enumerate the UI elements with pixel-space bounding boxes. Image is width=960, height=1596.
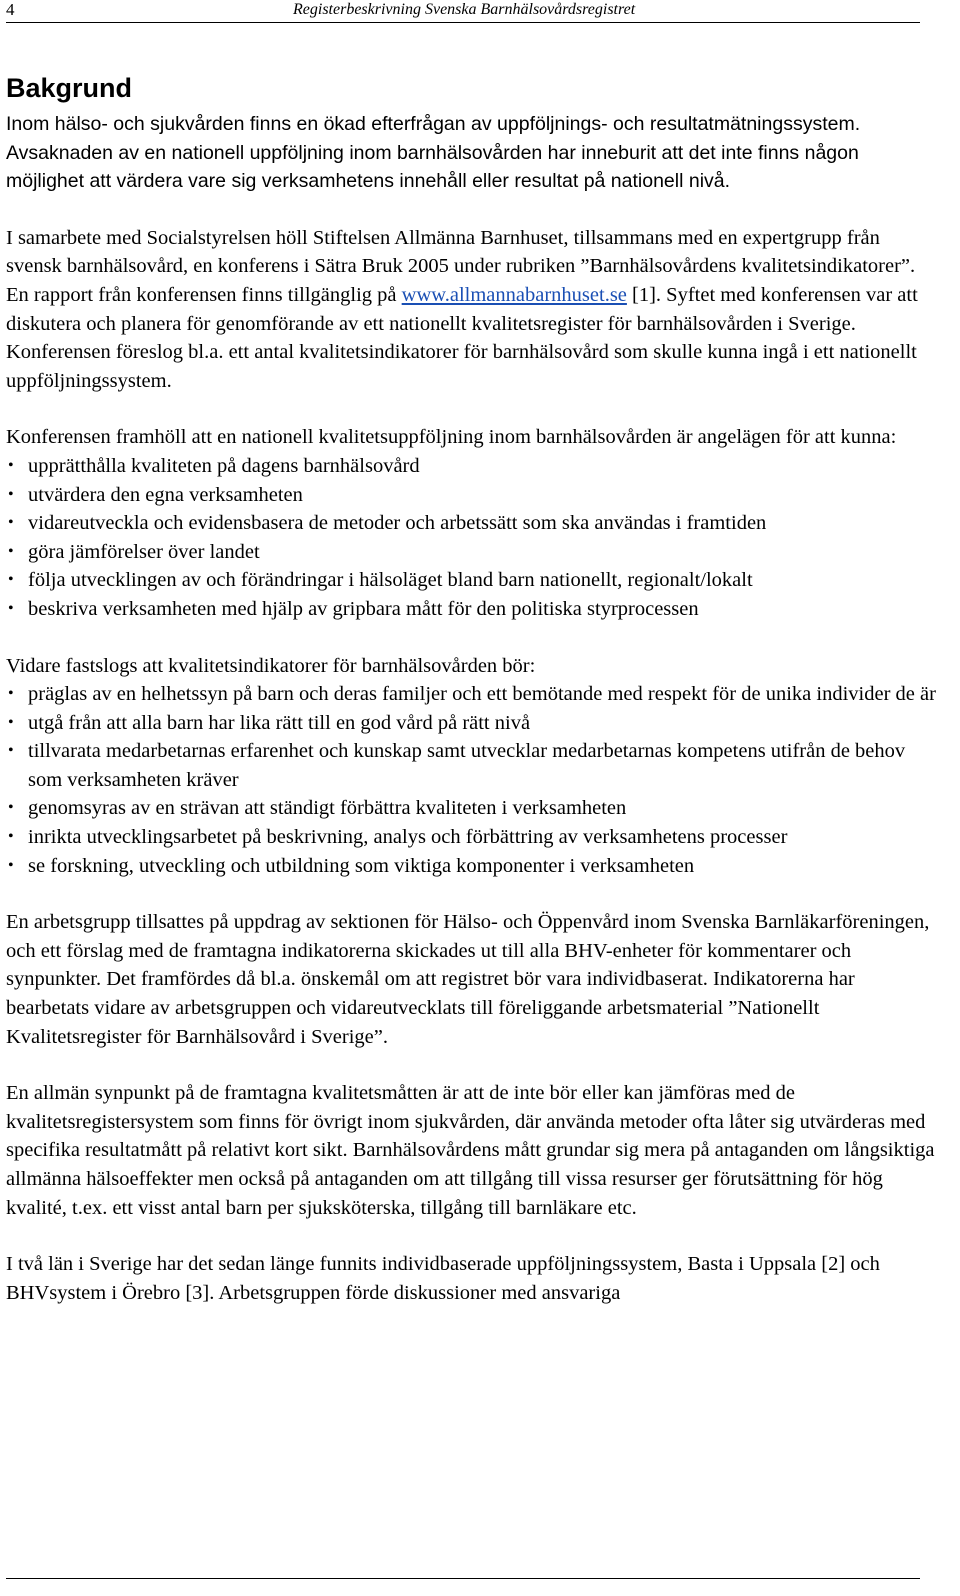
bullet-icon: • <box>8 514 14 532</box>
bullet-icon: • <box>8 742 14 760</box>
page-content <box>6 70 936 1307</box>
bullet-icon: • <box>8 799 14 817</box>
paragraph-regional-systems: I två län i Sverige har det sedan länge funnits individbaserade uppföljningssystem, Basta i Uppsala [2] och BHVsystem i Örebro [3]. Arbetsgruppen förde diskussioner med ansvariga <box>6 1253 880 1304</box>
bullet-icon: • <box>8 856 14 874</box>
bullet-icon: • <box>8 485 14 503</box>
paragraph-conference-text-b: [1]. Syftet med konferensen var att diskutera och planera för genomförande av ett nationellt kvalitetsregister för barnhälsovården i Sverige. Konferensen föreslog bl.a. ett antal kvalitetsindikatorer för barnhälsovård som skulle kunna ingå i ett nationellt uppföljningssystem. <box>6 283 918 392</box>
list-item: • se forskning, utveckling och utbildning som viktiga komponenter i verksamheten <box>6 852 936 881</box>
indicators-list <box>6 680 936 880</box>
bullet-icon: • <box>8 713 14 731</box>
bullet-icon: • <box>8 456 14 474</box>
paragraph-intro: Inom hälso- och sjukvården finns en ökad efterfrågan av uppföljnings- och resultatmätningssystem. Avsaknaden av en nationell uppföljning inom barnhälsovården har inneburit att det inte finns någon möjlighet att värdera vare sig verksamhetens innehåll eller resultat på nationell nivå. <box>6 113 861 193</box>
paragraph-general-view: En allmän synpunkt på de framtagna kvalitetsmåtten är att de inte bör eller kan jämföras med de kvalitetsregistersystem som finns för övrigt inom sjukvården, där använda metoder ofta låter sig utvärderas med specifika resultatmått på relativt kort sikt. Barnhälsovårdens mått grundar sig mera på antaganden om långsiktiga allmänna hälsoeffekter men också på antaganden om att tillgång till vissa resurser ger förutsättning för hög kvalité, t.ex. ett visst antal barn per sjuksköterska, tillgång till barnläkare etc. <box>6 1082 935 1219</box>
list-item: • inrikta utvecklingsarbetet på beskrivning, analys och förbättring av verksamhetens processer <box>6 823 936 852</box>
list-item: • upprätthålla kvaliteten på dagens barnhälsovård <box>6 452 936 481</box>
purpose-list <box>6 452 936 624</box>
page-header <box>6 0 920 23</box>
page-number: 4 <box>6 0 15 19</box>
bullet-icon: • <box>8 542 14 560</box>
bullet-icon: • <box>8 685 14 703</box>
paragraph-working-group: En arbetsgrupp tillsattes på uppdrag av sektionen för Hälso- och Öppenvård inom Svenska Barnläkarföreningen, och ett förslag med de framtagna indikatorerna skickades ut till alla BHV-enheter för kommentarer och synpunkter. Det framfördes då bl.a. önskemål om att registret bör vara individbaserat. Indikatorerna har bearbetats vidare av arbetsgruppen och vidareutvecklats till föreliggande arbetsmaterial ”Nationellt Kvalitetsregister för Barnhälsovård i Sverige”. <box>6 911 930 1048</box>
list-item: • tillvarata medarbetarnas erfarenhet och kunskap samt utvecklar medarbetarnas kompetens utifrån de behov som verksamheten kräver <box>6 737 936 794</box>
list-item: • präglas av en helhetssyn på barn och deras familjer och ett bemötande med respekt för de unika individer de är <box>6 680 936 709</box>
bullet-icon: • <box>8 571 14 589</box>
list-item: • vidareutveckla och evidensbasera de metoder och arbetssätt som ska användas i framtiden <box>6 509 936 538</box>
footer-rule <box>6 1578 920 1579</box>
list-item: • genomsyras av en strävan att ständigt förbättra kvaliteten i verksamheten <box>6 794 936 823</box>
list-item: • utvärdera den egna verksamheten <box>6 481 936 510</box>
bullet-icon: • <box>8 828 14 846</box>
paragraph-conference <box>6 224 936 396</box>
paragraph-conference-text-a: I samarbete med Socialstyrelsen höll Stiftelsen Allmänna Barnhuset, tillsammans med en expertgrupp från svensk barnhälsovård, en konferens i Sätra Bruk 2005 under rubriken ”Barnhälsovårdens kvalitetsindikatorer”. En rapport från konferensen finns tillgänglig på <box>6 226 916 306</box>
list-item: • göra jämförelser över landet <box>6 538 936 567</box>
allmannabarnhuset-link[interactable]: www.allmannabarnhuset.se <box>401 283 627 306</box>
running-title: Registerbeskrivning Svenska Barnhälsovårdsregistret <box>293 1 636 18</box>
list-item: • följa utvecklingen av och förändringar i hälsoläget bland barn nationellt, regionalt/lokalt <box>6 566 936 595</box>
bullet-icon: • <box>8 599 14 617</box>
paragraph-indicators-intro: Vidare fastslogs att kvalitetsindikatorer för barnhälsovården bör: <box>6 654 536 677</box>
list-item: • beskriva verksamheten med hjälp av gripbara mått för den politiska styrprocessen <box>6 595 936 624</box>
list-item: • utgå från att alla barn har lika rätt till en god vård på rätt nivå <box>6 709 936 738</box>
section-heading: Bakgrund <box>6 73 133 103</box>
paragraph-purpose-intro: Konferensen framhöll att en nationell kvalitetsuppföljning inom barnhälsovården är angelägen för att kunna: <box>6 426 897 449</box>
